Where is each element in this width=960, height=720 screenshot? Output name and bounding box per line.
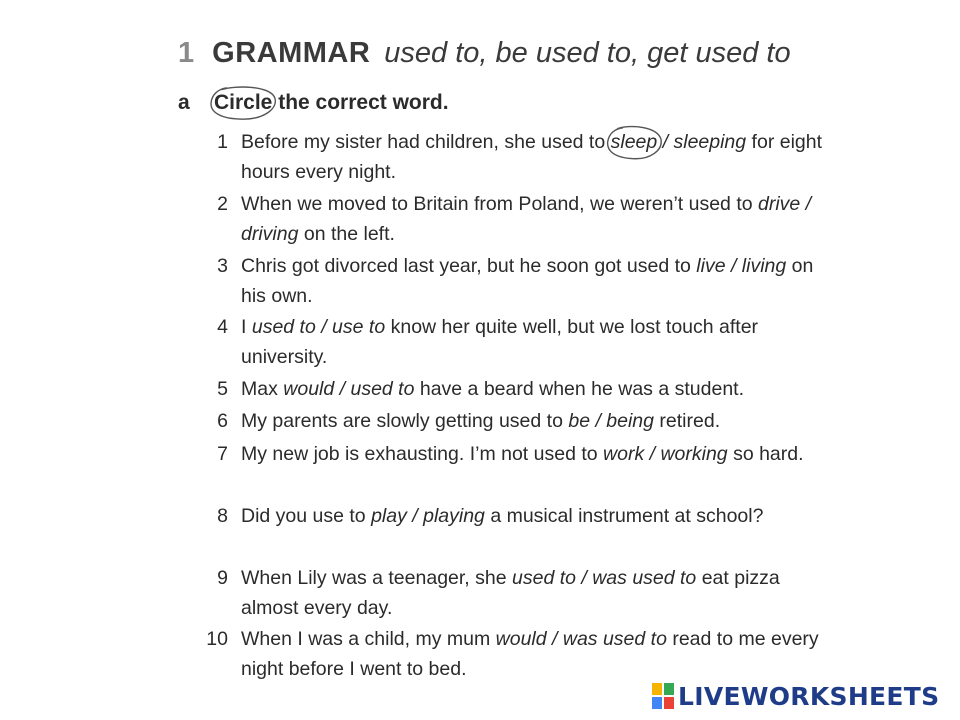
sentence-text: Chris got divorced last year, but he soon got used to (241, 255, 697, 277)
sentence-text: Before my sister had children, she used to (241, 131, 611, 153)
liveworksheets-logo (652, 680, 939, 712)
liveworksheets-logo-text: LIVEWORKSHEETS (678, 681, 940, 711)
sentence-text: on the left. (298, 222, 395, 245)
sentence-text: When I was a child, my mum (241, 628, 496, 650)
exercise-item-text (241, 625, 841, 684)
answer-options: would / used to (283, 378, 415, 400)
circled-answer (611, 128, 658, 158)
instruction-rest: the correct word. (272, 91, 449, 114)
instruction (178, 88, 449, 118)
sentence-text: I (241, 316, 252, 338)
exercise-item-number: 7 (217, 443, 228, 465)
sentence-text: My parents are slowly getting used to (241, 410, 569, 432)
instruction-letter: a (178, 91, 190, 114)
section-title (178, 35, 791, 71)
exercise-item-text (241, 375, 841, 405)
sentence-text: read to me every night before I went to bed. (241, 628, 825, 680)
sentence-text: so hard. (727, 443, 804, 465)
sentence-text: When Lily was a teenager, she (241, 567, 512, 589)
answer-options: used to / use to (251, 316, 386, 338)
exercise-item-number: 10 (206, 628, 228, 650)
sentence-text: a musical instrument at school? (484, 505, 764, 527)
sentence-text: eat pizza almost every day. (241, 567, 786, 619)
sentence-text: for eight hours every night. (241, 131, 828, 183)
exercise-item-number: 9 (217, 567, 228, 589)
answer-options: work / working (603, 443, 728, 465)
sentence-text: have a beard when he was a student. (414, 378, 744, 400)
answer-options: would / was used to (495, 628, 667, 650)
liveworksheets-logo-icon (652, 683, 674, 709)
answer-options: live / living (696, 255, 787, 277)
section-topic: used to, be used to, get used to (384, 37, 791, 69)
sentence-text: When we moved to Britain from Poland, we weren’t used to (241, 193, 758, 215)
exercise-item-text (241, 564, 841, 623)
answer-options: drive / driving (241, 193, 817, 245)
exercise-item-number: 1 (217, 131, 228, 153)
answer-options: be / being (568, 410, 654, 432)
sentence-text: My new job is exhausting. I’m not used to (241, 443, 604, 465)
exercise-item-text (241, 128, 841, 187)
exercise-item-text (241, 502, 841, 532)
exercise-item-number: 4 (217, 316, 228, 338)
sentence-text: Max (241, 378, 284, 400)
exercise-item-number: 5 (217, 378, 228, 400)
exercise-item-number: 2 (217, 193, 228, 215)
exercise-item-number: 3 (217, 255, 228, 277)
answer-options: play / playing (371, 505, 485, 527)
answer-options: / sleeping (657, 131, 747, 153)
sentence-text: Did you use to (241, 505, 372, 527)
section-label: GRAMMAR (212, 37, 371, 69)
circled-example-word (214, 88, 272, 118)
section-number: 1 (178, 37, 195, 69)
exercise-item-number: 6 (217, 410, 228, 432)
exercise-item-number: 8 (217, 505, 228, 527)
sentence-text: retired. (654, 410, 721, 432)
exercise-item-text (241, 407, 841, 437)
sentence-text: on his own. (241, 255, 819, 307)
exercise-item-text (241, 440, 841, 470)
answer-options: used to / was used to (512, 567, 697, 589)
circled-word-text: Circle (214, 91, 273, 114)
exercise-item-text (241, 313, 841, 372)
circled-answer-text: sleep (610, 131, 658, 153)
exercise-item-text (241, 190, 841, 249)
sentence-text: know her quite well, but we lost touch after university. (241, 316, 764, 368)
exercise-item-text (241, 252, 841, 311)
